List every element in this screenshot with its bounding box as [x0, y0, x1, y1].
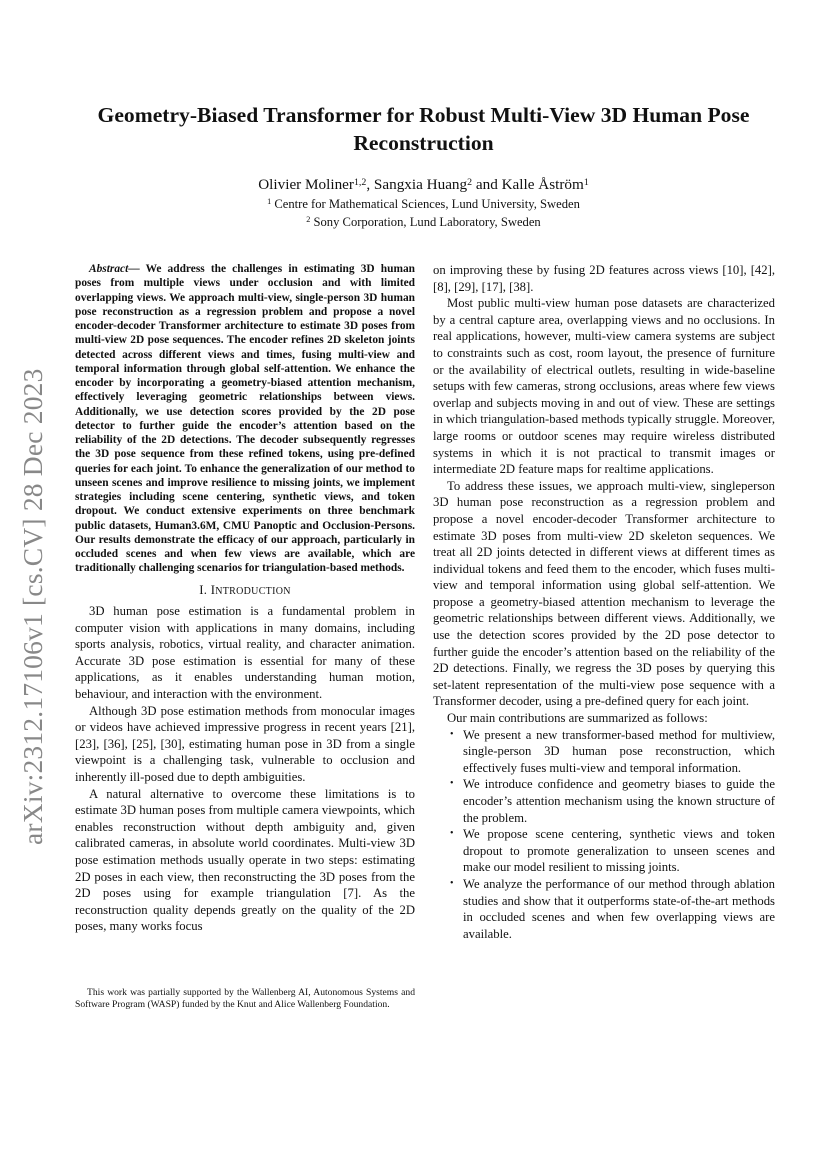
bullet-icon: •: [450, 728, 454, 740]
abstract: [75, 262, 415, 576]
list-item-text: We introduce confidence and geometry biases to guide the encoder’s attention mechanism using the known structure of the problem.: [463, 777, 775, 825]
arxiv-identifier-stamp: arXiv:2312.17106v1 [cs.CV] 28 Dec 2023: [17, 368, 48, 845]
paragraph: To address these issues, we approach multi-view, singleperson 3D human pose reconstruction as a regression problem and propose a novel encoder-decoder Transformer architecture to estimate 3D poses from multi-view 2D skeleton sequences. We treat all 2D joints detected in different views at different times as individual tokens and feed them to the encoder, which fuses multi-view and temporal information using global self-attention. We propose a geometry-biased attention mechanism to leverage the geometric relationships between different views. Additionally, we use the detection scores provided by the 2D pose detector to further guide the encoder’s attention based on the reliability of the 2D detections. Finally, we regress the 3D poses by querying this set-latent representation of the multi-view pose sequence with a Transformer decoder, using a pre-defined query for each joint.: [433, 478, 775, 709]
affiliation: [60, 214, 787, 230]
paragraph-continued: on improving these by fusing 2D features across views [10], [42], [8], [29], [17], [38].: [433, 263, 775, 294]
bullet-icon: •: [450, 877, 454, 889]
list-item-text: We present a new transformer-based method for multiview, single-person 3D human pose reconstruction, which effectively fuses multi-view and temporal information.: [463, 727, 775, 775]
bullet-icon: •: [450, 828, 454, 840]
paragraph: 3D human pose estimation is a fundamental problem in computer vision with applications in many domains, including sports analysis, robotics, virtual reality, and character animation. Accurate 3D pose estimation is essential for many of these applications, as it enables understanding human motion, behaviour, and interaction with the environment.: [75, 604, 415, 702]
abstract-dash: —: [128, 263, 146, 275]
right-column: [433, 262, 775, 942]
affiliation-mark: 1: [267, 197, 272, 206]
author-name: Olivier Moliner: [258, 176, 354, 193]
contributions-list: [433, 727, 775, 943]
affiliation: [60, 196, 787, 212]
paragraph: Most public multi-view human pose datasets are characterized by a central capture area, overlapping views and no occlusions. In real applications, however, multi-view camera systems are subject to constraints such as cost, room layout, the presence of furniture or the availability of electrical outlets, resulting in wide-baseline setups with few cameras, strong occlusions, areas where few views overlap and subjects moving in and out of view. These are settings in which triangulation-based methods typically struggle. Moreover, large rooms or outdoor scenes may require wireless distributed systems in which it is not practical to transmit images or intermediate 2D feature maps for realtime applications.: [433, 296, 775, 477]
bullet-icon: •: [450, 778, 454, 790]
author-affiliation-mark: 1,2: [353, 177, 367, 188]
section-title-rest: NTRODUCTION: [215, 585, 291, 597]
author-affiliation-mark: 2: [467, 177, 473, 188]
footnote-funding: This work was partially supported by the Wallenberg AI, Autonomous Systems and Software Program (WASP) funded by the Knut and Alice Wallenberg Foundation.: [75, 987, 415, 1010]
author-separator: and: [472, 176, 502, 193]
author-name: Kalle Åström: [501, 176, 584, 193]
author-affiliation-mark: 1: [583, 177, 589, 188]
abstract-text: We address the challenges in estimating 3D human poses from multiple views under occlusion and with limited overlapping views. We approach multi-view, single-person 3D human pose reconstruction as a regression problem and propose a novel encoder-decoder Transformer architecture to estimate 3D poses from multi-view 2D pose sequences. The encoder refines 2D skeleton joints detected across different views and times, fusing multi-view and temporal information through global self-attention. We enhance the encoder by incorporating a geometry-biased attention mechanism, effectively leveraging geometric relationships between views. Additionally, we use detection scores provided by the 2D pose detector to further guide the encoder’s attention based on the reliability of the 2D detections. The decoder subsequently regresses the 3D pose sequence from these refined tokens, using pre-defined queries for each joint. To enhance the generalization of our method to unseen scenes and improve resilience to missing joints, we implement strategies including scene centering, synthetic views, and token dropout. We conduct extensive experiments on three benchmark public datasets, Human3.6M, CMU Panoptic and Occlusion-Persons. Our results demonstrate the efficacy of our approach, particularly in occluded scenes and when few views are available, which are traditionally challenging scenarios for triangulation-based methods.: [75, 263, 415, 575]
abstract-label: Abstract: [89, 263, 129, 275]
affiliation-mark: 2: [306, 215, 311, 224]
list-item: [450, 776, 775, 826]
list-item: [450, 876, 775, 942]
paper-title: Geometry-Biased Transformer for Robust Multi-View 3D Human Pose Reconstruction: [97, 103, 750, 155]
affiliation-text: Sony Corporation, Lund Laboratory, Sweden: [313, 215, 541, 229]
list-item: [450, 826, 775, 876]
section-heading: [75, 582, 415, 601]
paragraph: Our main contributions are summarized as follows:: [447, 711, 708, 726]
section-number: I.: [199, 582, 208, 597]
author-list: [60, 176, 787, 194]
left-column: [75, 262, 415, 935]
paragraph: Although 3D pose estimation methods from monocular images or videos have achieved impressive progress in recent years [21], [23], [36], [25], [30], estimating human pose in 3D from a single viewpoint is a challenging task, vulnerable to occlusion and inherently ill-posed due to depth ambiguities.: [75, 703, 415, 785]
affiliation-text: Centre for Mathematical Sciences, Lund University, Sweden: [274, 197, 580, 211]
list-item-text: We analyze the performance of our method through ablation studies and show that it outperforms state-of-the-art methods in occluded scenes and when few overlapping views are available.: [463, 876, 775, 941]
list-item-text: We propose scene centering, synthetic views and token dropout to promote generalization to unseen scenes and make our model resilient to missing joints.: [463, 827, 775, 875]
paragraph: A natural alternative to overcome these limitations is to estimate 3D human poses from multiple camera viewpoints, which enables reconstruction without depth ambiguity and, given calibrated cameras, in absolute world coordinates. Multi-view 3D pose estimation methods usually operate in two steps: estimating 2D poses in each view, then reconstructing the 3D poses from the 2D poses using for example triangulation [7]. As the reconstruction quality depends greatly on the quality of the 2D poses, many works focus: [75, 786, 415, 934]
list-item: [450, 727, 775, 777]
section-title-initial: I: [210, 582, 216, 597]
author-name: Sangxia Huang: [373, 176, 468, 193]
author-separator: ,: [366, 176, 374, 193]
